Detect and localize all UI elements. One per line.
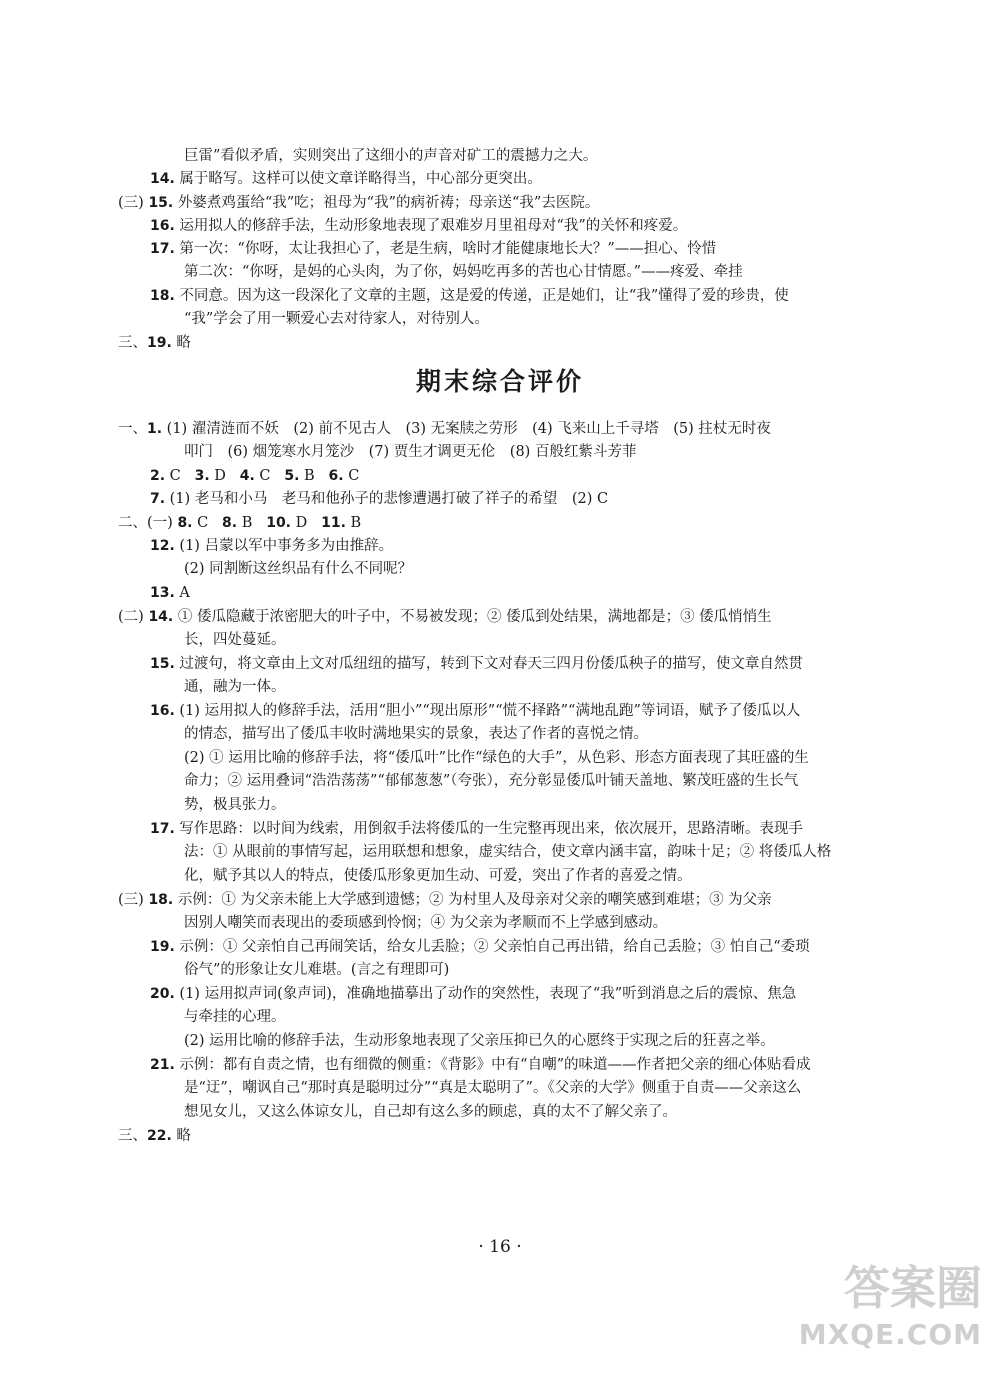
answer-text: A <box>179 585 190 601</box>
text-line: 命力；② 运用叠词“浩浩荡荡”“郁郁葱葱”（夸张），充分彰显倭瓜叶铺天盖地、繁茂旺盛的生长气 <box>184 773 799 789</box>
question-number: 8. <box>177 515 193 531</box>
text-line: 法：① 从眼前的事情写起，运用联想和想象，虚实结合，使文章内涵丰富，韵味十足；② 将倭瓜人格 <box>184 844 832 860</box>
watermark-logo <box>782 1258 982 1378</box>
question-number: 1. <box>147 421 163 437</box>
answer-text: B <box>350 515 362 531</box>
question-number: 11. <box>321 515 346 531</box>
text-line: 想见女儿，又这么体谅女儿，自己却有这么多的顾虑，真的太不了解父亲了。 <box>184 1104 677 1120</box>
answer-text: D <box>214 468 226 484</box>
question-19 <box>150 936 810 958</box>
question-18 <box>118 889 772 911</box>
question-number: 21. <box>150 1057 175 1073</box>
question-number: 12. <box>150 538 175 554</box>
text-line: 因别人嘲笑而表现出的委顼感到怜悯；④ 为父亲为孝顺而不上学感到感动。 <box>184 915 668 931</box>
answer-text: B <box>304 468 315 484</box>
answer-text: 示例：① 为父亲未能上大学感到遗憾；② 为村里人及母亲对父亲的嘲笑感到难堪；③ 为父亲 <box>177 892 772 908</box>
question-20 <box>150 983 796 1005</box>
text-line: 长，四处蔓延。 <box>184 632 286 648</box>
question-1 <box>118 418 771 440</box>
question-12 <box>150 535 393 557</box>
question-19 <box>118 332 191 354</box>
text-line: 巨雷”看似矛盾，实则突出了这细小的声音对矿工的震撼力之大。 <box>184 148 598 164</box>
question-number: 3. <box>194 468 210 484</box>
answer-text: 示例：都有自责之情，也有细微的侧重：《背影》中有“自嘲”的味道——作者把父亲的细心体贴看成 <box>179 1057 811 1073</box>
subsection-label: (二) <box>118 609 144 625</box>
text-line: “我”学会了用一颗爱心去对待家人，对待别人。 <box>184 311 489 327</box>
answer-text: D <box>295 515 308 531</box>
questions-8-11 <box>118 512 361 534</box>
question-number: 6. <box>328 468 344 484</box>
answer-text: C <box>348 468 360 484</box>
question-number: 15. <box>148 195 174 211</box>
text-line: 化，赋予其以人的特点，使倭瓜形象更加生动、可爱，突出了作者的喜爱之情。 <box>184 868 692 884</box>
question-number: 20. <box>150 986 175 1002</box>
question-18 <box>150 285 789 307</box>
answer-text: C <box>259 468 271 484</box>
subsection-label: (三) <box>118 892 144 908</box>
question-number: 17. <box>150 241 175 257</box>
page-number: · 16 · <box>478 1237 522 1257</box>
answer-text: 过渡句，将文章由上文对瓜纽纽的描写，转到下文对春天三四月份倭瓜秧子的描写，使文章自然贯 <box>179 656 803 672</box>
subsection-label: (三) <box>118 195 144 211</box>
watermark-url: MXQE.COM <box>798 1318 982 1351</box>
question-14 <box>150 168 542 190</box>
question-number: 5. <box>284 468 300 484</box>
question-number: 14. <box>148 609 174 625</box>
question-16 <box>150 215 687 237</box>
question-number: 14. <box>150 171 175 187</box>
part-label: 三、 <box>118 335 147 351</box>
text-line: (2) 运用比喻的修辞手法，生动形象地表现了父亲压抑已久的心愿终于实现之后的狂喜之举。 <box>184 1033 775 1049</box>
answer-text: 属于略写。这样可以使文章详略得当，中心部分更突出。 <box>179 171 542 187</box>
text-line: 通，融为一体。 <box>184 679 286 695</box>
question-number: 10. <box>266 515 292 531</box>
text-line: (2) ① 运用比喻的修辞手法，将“倭瓜叶”比作“绿色的大手”，从色彩、形态方面表现了其旺盛的生 <box>184 750 809 766</box>
question-number: 8. <box>222 515 238 531</box>
text-line: 与牵挂的心理。 <box>184 1009 286 1025</box>
question-number: 16. <box>150 218 175 234</box>
answer-text: 第一次：“你呀，太让我担心了，老是生病，啥时才能健康地长大？”——担心、怜惜 <box>179 241 717 257</box>
watermark-text: 答案圈 <box>844 1261 982 1315</box>
text-line: 的情态，描写出了倭瓜丰收时满地果实的景象，表达了作者的喜悦之情。 <box>184 726 648 742</box>
answer-text: (1) 吕蒙以军中事务多为由推辞。 <box>179 538 394 554</box>
answer-text: (1) 运用拟人的修辞手法，活用“胆小”“现出原形”“慌不择路”“满地乱跑”等词语，赋予了倭瓜以人 <box>179 703 801 719</box>
answer-text: ① 倭瓜隐藏于浓密肥大的叶子中，不易被发现；② 倭瓜到处结果，满地都是；③ 倭瓜悄悄生 <box>177 609 772 625</box>
answer-text: (1) 濯清涟而不妖 (2) 前不见古人 (3) 无案牍之劳形 (4) 飞来山上千寻塔 (5) 拄杖无时夜 <box>166 421 771 437</box>
text-line: 是“迂”，嘲讽自己“那时真是聪明过分”“真是太聪明了”。《父亲的大学》侧重于自责——父亲这么 <box>184 1080 802 1096</box>
answer-text: 外婆煮鸡蛋给“我”吃；祖母为“我”的病祈祷；母亲送“我”去医院。 <box>177 195 600 211</box>
section-title: 期末综合评价 <box>415 367 584 396</box>
question-number: 22. <box>147 1128 172 1144</box>
question-22 <box>118 1125 191 1147</box>
answer-text: 示例：① 父亲怕自己再闹笑话，给女儿丢脸；② 父亲怕自己再出错，给自己丢脸；③ 怕自己“委琐 <box>179 939 810 955</box>
question-21 <box>150 1054 811 1076</box>
question-17 <box>150 238 716 260</box>
question-number: 19. <box>150 939 175 955</box>
question-14 <box>118 606 772 628</box>
question-number: 7. <box>150 491 166 507</box>
answer-text: C <box>169 468 181 484</box>
answer-text: B <box>241 515 253 531</box>
answer-text: 略 <box>176 335 191 351</box>
question-number: 18. <box>148 892 174 908</box>
question-7 <box>150 488 608 510</box>
text-line: 叩门 (6) 烟笼寒水月笼沙 (7) 贾生才调更无伦 (8) 百般红紫斗芳菲 <box>184 444 637 460</box>
questions-2-6 <box>150 465 359 487</box>
text-line: (2) 同割断这丝织品有什么不同呢？ <box>184 561 413 577</box>
question-15 <box>118 192 599 214</box>
question-number: 15. <box>150 656 175 672</box>
answer-text: 略 <box>176 1128 191 1144</box>
question-13 <box>150 582 190 604</box>
part-label: 三、 <box>118 1128 147 1144</box>
question-number: 4. <box>239 468 255 484</box>
question-number: 16. <box>150 703 175 719</box>
question-number: 18. <box>150 288 175 304</box>
answer-text: C <box>197 515 209 531</box>
part-label: 一、 <box>118 421 147 437</box>
answer-text: (1) 运用拟声词(象声词)，准确地描摹出了动作的突然性，表现了“我”听到消息之后的震惊、焦急 <box>179 986 797 1002</box>
question-17 <box>150 818 803 840</box>
question-number: 19. <box>147 335 172 351</box>
text-line: 俗气”的形象让女儿难堪。(言之有理即可) <box>184 962 450 978</box>
question-number: 13. <box>150 585 175 601</box>
question-15 <box>150 653 803 675</box>
question-number: 17. <box>150 821 175 837</box>
text-line: 第二次：“你呀，是妈的心头肉，为了你，妈妈吃再多的苦也心甘情愿。”——疼爱、牵挂 <box>184 264 743 280</box>
answer-text: (1) 老马和小马 老马和他孙子的悲惨遭遇打破了祥子的希望 (2) C <box>169 491 609 507</box>
question-number: 2. <box>150 468 166 484</box>
question-16 <box>150 700 800 722</box>
part-label: 二、(一) <box>118 515 173 531</box>
answer-text: 不同意。因为这一段深化了文章的主题，这是爱的传递，正是她们，让“我”懂得了爱的珍贵，使 <box>179 288 789 304</box>
text-line: 势，极具张力。 <box>184 797 286 813</box>
answer-text: 运用拟人的修辞手法，生动形象地表现了艰难岁月里祖母对“我”的关怀和疼爱。 <box>179 218 688 234</box>
answer-text: 写作思路：以时间为线索，用倒叙手法将倭瓜的一生完整再现出来，依次展开，思路清晰。表现手 <box>179 821 803 837</box>
